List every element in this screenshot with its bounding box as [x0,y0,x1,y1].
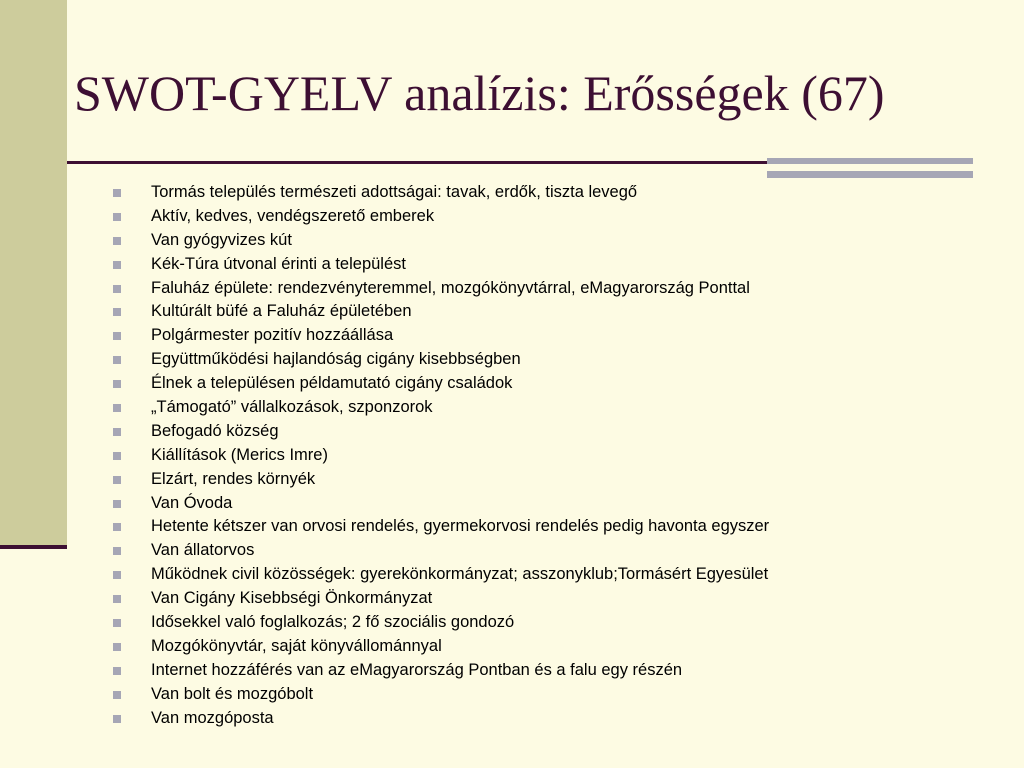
title-divider [67,161,767,164]
square-bullet-icon [113,308,121,316]
left-band-rule [0,545,67,549]
square-bullet-icon [113,261,121,269]
square-bullet-icon [113,595,121,603]
square-bullet-icon [113,476,121,484]
list-item-text: Aktív, kedves, vendégszerető emberek [151,206,435,225]
square-bullet-icon [113,285,121,293]
square-bullet-icon [113,237,121,245]
square-bullet-icon [113,356,121,364]
list-item-text: Elzárt, rendes környék [151,469,316,488]
square-bullet-icon [113,715,121,723]
square-bullet-icon [113,523,121,531]
list-item-text: Élnek a településen példamutató cigány családok [151,374,513,393]
square-bullet-icon [113,619,121,627]
list-item-text: Polgármester pozitív hozzáállása [151,326,394,345]
square-bullet-icon [113,571,121,579]
list-item-text: Van mozgóposta [151,708,274,727]
list-item-text: Hetente kétszer van orvosi rendelés, gyermekorvosi rendelés pedig havonta egyszer [151,517,770,536]
square-bullet-icon [113,500,121,508]
square-bullet-icon [113,380,121,388]
square-bullet-icon [113,213,121,221]
decorative-bar-bottom [767,171,973,178]
square-bullet-icon [113,428,121,436]
list-item-text: Működnek civil közösségek: gyerekönkormányzat; asszonyklub;Tormásért Egyesület [151,565,769,584]
list-item-text: Kultúrált büfé a Faluház épületében [151,302,412,321]
square-bullet-icon [113,189,121,197]
list-item-text: Van bolt és mozgóbolt [151,684,314,703]
list-item-text: Idősekkel való foglalkozás; 2 fő szociális gondozó [151,613,515,632]
list-item-text: Van állatorvos [151,541,255,560]
slide-title: SWOT-GYELV analízis: Erősségek (67) [74,65,885,121]
list-item-text: Van gyógyvizes kút [151,230,292,249]
square-bullet-icon [113,643,121,651]
list-item-text: Van Óvoda [151,493,233,512]
decorative-bar-top [767,158,973,164]
left-decorative-band [0,0,67,545]
list-item-text: Mozgókönyvtár, saját könyvállománnyal [151,636,442,655]
list-item-text: Befogadó község [151,421,279,440]
square-bullet-icon [113,404,121,412]
square-bullet-icon [113,691,121,699]
list-item-text: Kiállítások (Merics Imre) [151,445,328,464]
square-bullet-icon [113,332,121,340]
square-bullet-icon [113,452,121,460]
square-bullet-icon [113,667,121,675]
list-item-text: Kék-Túra útvonal érinti a települést [151,254,406,273]
list-item-text: Együttműködési hajlandóság cigány kisebbségben [151,350,521,369]
list-item-text: „Támogató” vállalkozások, szponzorok [151,398,433,417]
list-item-text: Faluház épülete: rendezvényteremmel, mozgókönyvtárral, eMagyarország Ponttal [151,278,750,297]
square-bullet-icon [113,547,121,555]
list-item-text: Tormás település természeti adottságai: tavak, erdők, tiszta levegő [151,183,638,201]
list-item-text: Van Cigány Kisebbségi Önkormányzat [151,589,433,608]
list-item-text: Internet hozzáférés van az eMagyarország Pontban és a falu egy részén [151,660,683,679]
